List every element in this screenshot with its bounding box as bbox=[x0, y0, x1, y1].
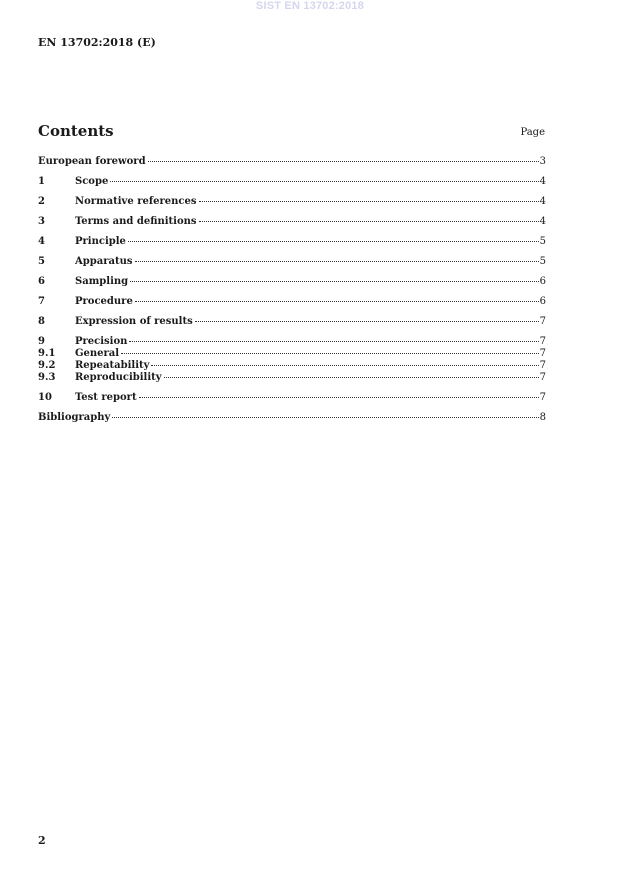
toc-entry[interactable] bbox=[38, 276, 546, 288]
toc-entry-page: 6 bbox=[539, 276, 546, 287]
toc-entry-title: Normative references bbox=[75, 196, 197, 207]
standard-header: EN 13702:2018 (E) bbox=[38, 36, 156, 49]
toc-entry-title: Test report bbox=[75, 392, 137, 403]
toc-entry-number: 9 bbox=[38, 336, 45, 347]
toc-dot-leader bbox=[129, 341, 538, 342]
toc-entry[interactable] bbox=[38, 316, 546, 328]
toc-entry[interactable] bbox=[38, 372, 546, 384]
toc-entry-title: Scope bbox=[75, 176, 109, 187]
toc-entry-number: 9.2 bbox=[38, 360, 56, 371]
toc-entry[interactable] bbox=[38, 256, 546, 268]
toc-dot-leader bbox=[121, 353, 539, 354]
toc-dot-leader bbox=[199, 201, 539, 202]
toc-dot-leader bbox=[135, 301, 539, 302]
toc-dot-leader bbox=[151, 365, 538, 366]
toc-entry-number: 3 bbox=[38, 216, 45, 227]
toc-dot-leader bbox=[195, 321, 539, 322]
toc-entry-page: 4 bbox=[539, 176, 546, 187]
toc-entry-page: 5 bbox=[539, 256, 546, 267]
toc-entry-title: Sampling bbox=[75, 276, 129, 287]
toc-dot-leader bbox=[164, 377, 539, 378]
toc-entry[interactable] bbox=[38, 412, 546, 424]
watermark-text: SIST EN 13702:2018 bbox=[255, 0, 365, 12]
toc-entry-page: 7 bbox=[539, 316, 546, 327]
toc-entry-number: 2 bbox=[38, 196, 45, 207]
toc-dot-leader bbox=[139, 397, 539, 398]
toc-entry[interactable] bbox=[38, 156, 546, 168]
toc-dot-leader bbox=[130, 281, 538, 282]
toc-entry-title: Reproducibility bbox=[75, 372, 162, 383]
toc-entry[interactable] bbox=[38, 196, 546, 208]
toc-entry[interactable] bbox=[38, 216, 546, 228]
toc-entry-page: 4 bbox=[539, 196, 546, 207]
toc-entry-page: 7 bbox=[539, 360, 546, 371]
toc-entry-number: 4 bbox=[38, 236, 45, 247]
toc-dot-leader bbox=[128, 241, 539, 242]
toc-entry-number: 5 bbox=[38, 256, 45, 267]
toc-entry-page: 3 bbox=[539, 156, 546, 167]
toc-entry-title: Terms and definitions bbox=[75, 216, 197, 227]
toc-entry-title: Apparatus bbox=[75, 256, 133, 267]
toc-entry[interactable] bbox=[38, 392, 546, 404]
toc-entry-title: Bibliography bbox=[38, 412, 111, 423]
toc-dot-leader bbox=[148, 161, 539, 162]
toc-dot-leader bbox=[112, 417, 538, 418]
toc-entry-page: 7 bbox=[539, 336, 546, 347]
toc-entry-number: 10 bbox=[38, 392, 52, 403]
toc-entry-number: 9.3 bbox=[38, 372, 56, 383]
toc-entry-number: 7 bbox=[38, 296, 45, 307]
toc-entry-page: 4 bbox=[539, 216, 546, 227]
toc-entry-title: Precision bbox=[75, 336, 128, 347]
toc-entry[interactable] bbox=[38, 336, 546, 348]
toc-entry-page: 8 bbox=[539, 412, 546, 423]
toc-entry-number: 1 bbox=[38, 176, 45, 187]
toc-entry-title: European foreword bbox=[38, 156, 146, 167]
toc-entry-page: 7 bbox=[539, 348, 546, 359]
page-number: 2 bbox=[38, 834, 46, 847]
toc-entry-title: Principle bbox=[75, 236, 126, 247]
contents-title: Contents bbox=[38, 122, 114, 140]
toc-entry-page: 6 bbox=[539, 296, 546, 307]
toc-entry-number: 6 bbox=[38, 276, 45, 287]
toc-dot-leader bbox=[110, 181, 538, 182]
toc-entry-page: 7 bbox=[539, 372, 546, 383]
toc-entry-title: General bbox=[75, 348, 120, 359]
toc-entry-number: 8 bbox=[38, 316, 45, 327]
toc-entry-title: Procedure bbox=[75, 296, 133, 307]
toc-entry-title: Repeatability bbox=[75, 360, 150, 371]
toc-entry[interactable] bbox=[38, 236, 546, 248]
toc-entry-number: 9.1 bbox=[38, 348, 56, 359]
toc-entry-title: Expression of results bbox=[75, 316, 193, 327]
toc-entry-page: 7 bbox=[539, 392, 546, 403]
toc-dot-leader bbox=[199, 221, 539, 222]
toc-entry[interactable] bbox=[38, 296, 546, 308]
toc-entry-page: 5 bbox=[539, 236, 546, 247]
toc-dot-leader bbox=[135, 261, 539, 262]
page-column-label: Page bbox=[520, 127, 545, 138]
toc-entry[interactable] bbox=[38, 348, 546, 360]
table-of-contents bbox=[38, 156, 546, 424]
toc-entry[interactable] bbox=[38, 360, 546, 372]
toc-entry[interactable] bbox=[38, 176, 546, 188]
